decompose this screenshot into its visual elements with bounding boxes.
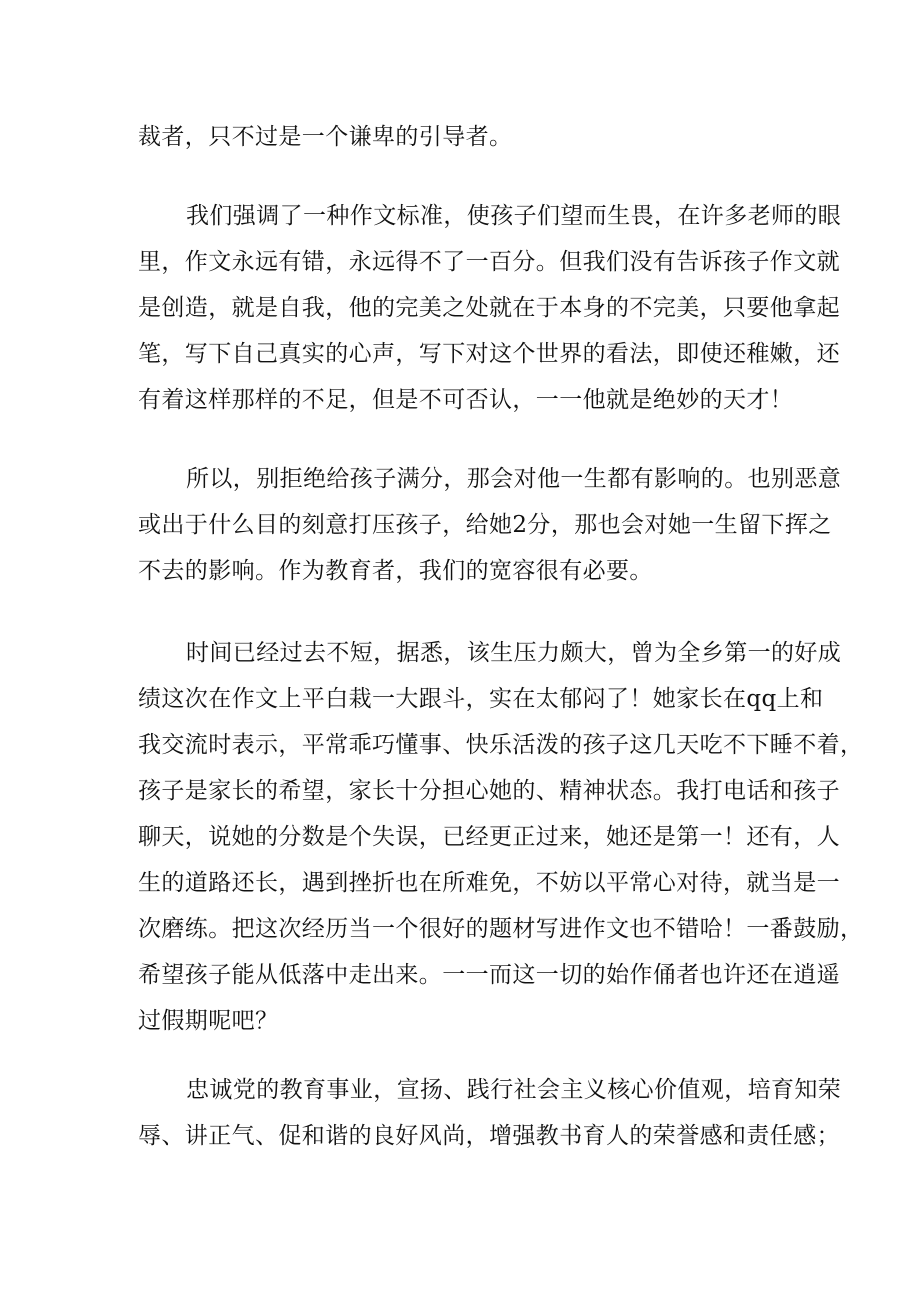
- paragraph-line: 过假期呢吧？: [138, 1008, 279, 1034]
- paragraph-line: 我们强调了一种作文标准，使孩子们望而生畏，在许多老师的眼: [186, 203, 842, 229]
- paragraph-line: 不去的影响。作为教育者，我们的宽容很有必要。: [138, 558, 653, 584]
- paragraph-line: 笔，写下自己真实的心声，写下对这个世界的看法，即使还稚嫩，还: [138, 341, 840, 367]
- paragraph-line: 辱、讲正气、促和谐的良好风尚，增强教书育人的荣誉感和责任感；: [138, 1123, 840, 1149]
- paragraph-2: [138, 193, 842, 423]
- paragraph-line: 里，作文永远有错，永远得不了一百分。但我们没有告诉孩子作文就: [138, 249, 840, 275]
- paragraph-3: [138, 456, 842, 594]
- paragraph-line: 我交流时表示，平常乖巧懂事、快乐活泼的孩子这几天吃不下睡不着，: [138, 732, 864, 758]
- paragraph-line: 是创造，就是自我，他的完美之处就在于本身的不完美，只要他拿起: [138, 295, 840, 321]
- paragraph-line: 时间已经过去不短，据悉，该生压力颇大，曾为全乡第一的好成: [186, 640, 842, 666]
- paragraph-line: 裁者，只不过是一个谦卑的引导者。: [138, 124, 513, 150]
- paragraph-line: 或出于什么目的刻意打压孩子，给她2分，那也会对她一生留下挥之: [138, 512, 832, 538]
- paragraph-line: 有着这样那样的不足，但是不可否认，一一他就是绝妙的天才！: [138, 387, 794, 413]
- paragraph-line: 忠诚党的教育事业，宣扬、践行社会主义核心价值观，培育知荣: [186, 1077, 842, 1103]
- paragraph-4: [138, 630, 864, 1044]
- paragraph-line: 孩子是家长的希望，家长十分担心她的、精神状态。我打电话和孩子: [138, 778, 840, 804]
- paragraph-line: 次磨练。把这次经历当一个很好的题材写进作文也不错哈！一番鼓励，: [138, 916, 864, 942]
- paragraph-line: 聊天，说她的分数是个失误，已经更正过来，她还是第一！还有，人: [138, 824, 840, 850]
- paragraph-1: [138, 114, 798, 160]
- paragraph-line: 希望孩子能从低落中走出来。一一而这一切的始作俑者也许还在逍遥: [138, 962, 840, 988]
- paragraph-5: [138, 1067, 842, 1159]
- paragraph-line: 绩这次在作文上平白栽一大跟斗，实在太郁闷了！她家长在qq上和: [138, 686, 824, 712]
- paragraph-line: 所以，别拒绝给孩子满分，那会对他一生都有影响的。也别恶意: [186, 466, 842, 492]
- paragraph-line: 生的道路还长，遇到挫折也在所难免，不妨以平常心对待，就当是一: [138, 870, 840, 896]
